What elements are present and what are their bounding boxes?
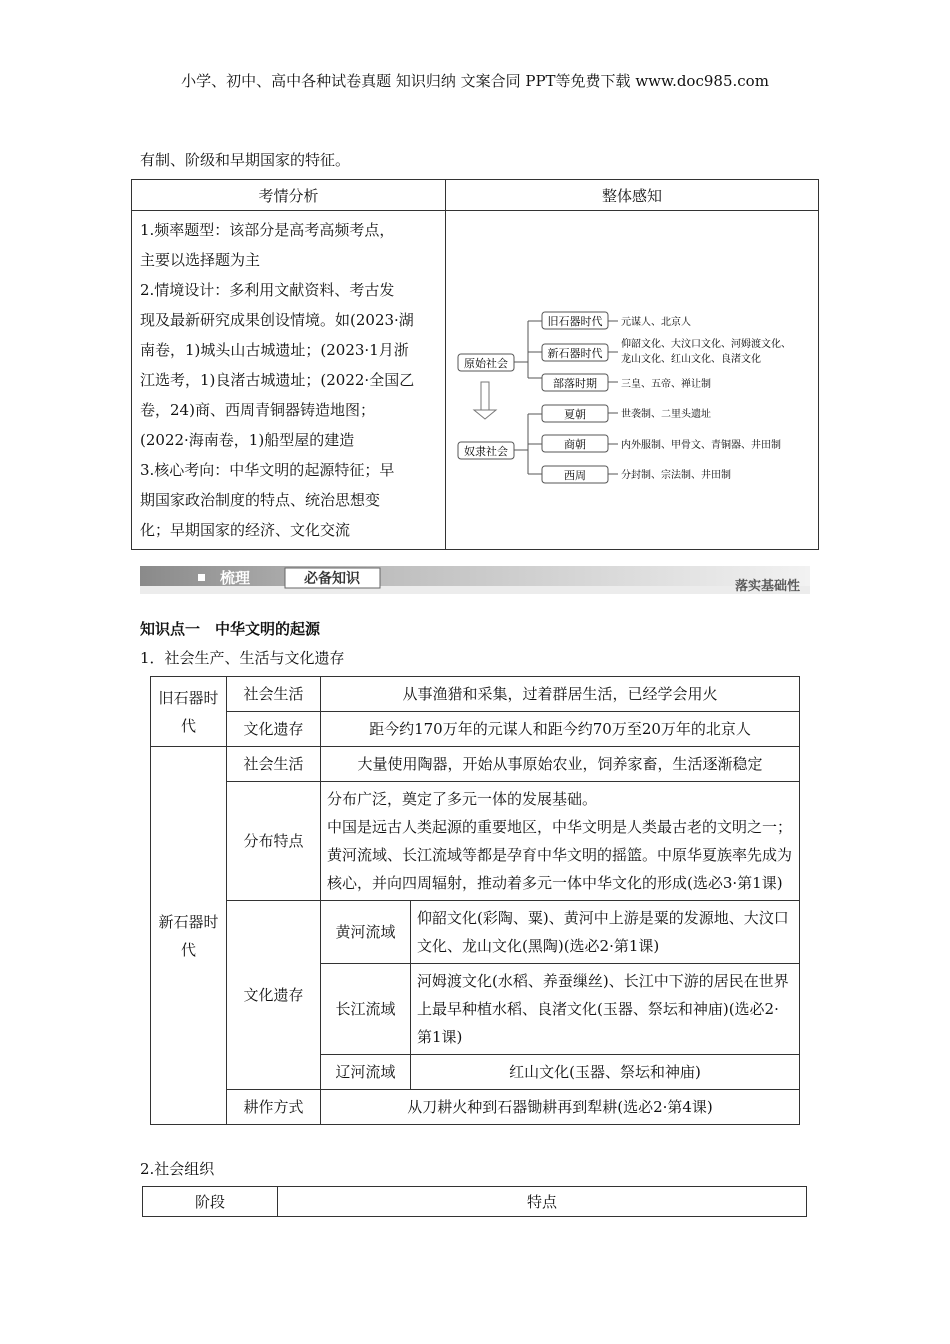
diagram-root-primitive: 原始社会 <box>464 357 508 370</box>
analysis-line: 南卷，1)城头山古城遗址；(2023·1月浙 <box>140 341 409 359</box>
row-label: 社会生活 <box>227 677 321 712</box>
analysis-line: 主要以选择题为主 <box>140 251 261 269</box>
organization-table <box>142 1186 807 1217</box>
civilization-table <box>150 676 800 1125</box>
overview-diagram <box>446 216 818 544</box>
analysis-line: 2.情境设计：多利用文献资料、考古发 <box>140 281 395 299</box>
feature-header: 特点 <box>278 1187 807 1217</box>
analysis-line: 江选考，1)良渚古城遗址；(2022·全国乙 <box>140 371 415 389</box>
analysis-table <box>131 179 819 550</box>
section-2-title: 2.社会组织 <box>140 1160 215 1178</box>
diagram-node: 夏朝 <box>564 408 586 421</box>
cell-text: 大量使用陶器，开始从事原始农业，饲养家畜，生活逐渐稳定 <box>321 747 800 782</box>
diagram-node: 新石器时代 <box>547 347 603 360</box>
analysis-line: 期国家政治制度的特点、统治思想变 <box>140 491 381 509</box>
cell-text: 红山文化(玉器、祭坛和神庙) <box>411 1055 800 1090</box>
page-header: 小学、初中、高中各种试卷真题 知识归纳 文案合同 PPT等免费下载 www.doc985.com <box>181 72 769 90</box>
diagram-node: 部落时期 <box>553 377 597 390</box>
diagram-note: 三皇、五帝、禅让制 <box>621 379 711 390</box>
analysis-content <box>132 211 446 550</box>
section-1-title: 1．社会生产、生活与文化遗存 <box>140 649 345 667</box>
diagram-note: 分封制、宗法制、井田制 <box>621 470 731 481</box>
cell-text: 分布广泛，奠定了多元一体的发展基础。 <box>327 790 598 808</box>
distribution-cell <box>321 782 800 901</box>
analysis-line: (2022·海南卷，1)船型屋的建造 <box>140 431 355 449</box>
section-banner <box>140 566 810 594</box>
region-label: 辽河流域 <box>321 1055 411 1090</box>
banner-tag: 梳理 <box>220 570 251 587</box>
overview-diagram-cell <box>446 211 819 550</box>
analysis-header: 考情分析 <box>132 180 446 211</box>
row-label: 文化遗存 <box>227 712 321 747</box>
era-neolithic: 新石器时代 <box>151 747 227 1125</box>
row-label: 耕作方式 <box>227 1090 321 1125</box>
analysis-line: 1.频率题型：该部分是高考高频考点， <box>140 221 395 239</box>
diagram-node: 旧石器时代 <box>547 315 603 328</box>
analysis-line: 现及最新研究成果创设情境。如(2023·湖 <box>140 311 414 329</box>
banner-title: 必备知识 <box>304 570 360 586</box>
diagram-note: 内外服制、甲骨文、青铜器、井田制 <box>621 440 781 451</box>
cell-text: 从事渔猎和采集，过着群居生活，已经学会用火 <box>321 677 800 712</box>
banner-right: 落实基础性 <box>734 578 800 593</box>
cell-text: 河姆渡文化(水稻、养蚕缫丝)、长江中下游的居民在世界上最早种植水稻、良渚文化(玉器、祭坛和神庙)(选必2·第1课) <box>411 964 800 1055</box>
transition-arrow <box>474 382 496 419</box>
overview-header: 整体感知 <box>446 180 819 211</box>
row-label: 文化遗存 <box>227 901 321 1090</box>
diagram-node: 商朝 <box>564 438 586 451</box>
analysis-line: 3.核心考向：中华文明的起源特征；早 <box>140 461 395 479</box>
analysis-line: 卷，24)商、西周青铜器铸造地图； <box>140 401 375 419</box>
stage-header: 阶段 <box>143 1187 278 1217</box>
row-label: 社会生活 <box>227 747 321 782</box>
analysis-line: 化；早期国家的经济、文化交流 <box>140 521 351 539</box>
cell-text: 距今约170万年的元谋人和距今约70万至20万年的北京人 <box>321 712 800 747</box>
diagram-note: 仰韶文化、大汶口文化、河姆渡文化、 <box>621 339 791 350</box>
intro-text: 有制、阶级和早期国家的特征。 <box>140 151 351 169</box>
diagram-node: 西周 <box>564 469 586 482</box>
cell-text: 仰韶文化(彩陶、粟)、黄河中上游是粟的发源地、大汶口文化、龙山文化(黑陶)(选必2·第1课) <box>411 901 800 964</box>
diagram-note: 龙山文化、红山文化、良渚文化 <box>621 354 761 365</box>
region-label: 长江流域 <box>321 964 411 1055</box>
diagram-note: 世袭制、二里头遗址 <box>621 409 711 420</box>
row-label: 分布特点 <box>227 782 321 901</box>
diagram-root-slave: 奴隶社会 <box>464 445 508 458</box>
era-paleolithic: 旧石器时代 <box>151 677 227 747</box>
cell-text: 中国是远古人类起源的重要地区，中华文明是人类最古老的文明之一；黄河流域、长江流域等都是孕育中华文明的摇篮。中原华夏族率先成为核心，并向四周辐射，推动着多元一体中华文化的形成(选必3·第1课) <box>327 818 793 892</box>
diagram-note: 元谋人、北京人 <box>621 317 691 328</box>
knowledge-point-title: 知识点一 中华文明的起源 <box>140 621 321 638</box>
cell-text: 从刀耕火种到石器锄耕再到犁耕(选必2·第4课) <box>321 1090 800 1125</box>
region-label: 黄河流域 <box>321 901 411 964</box>
